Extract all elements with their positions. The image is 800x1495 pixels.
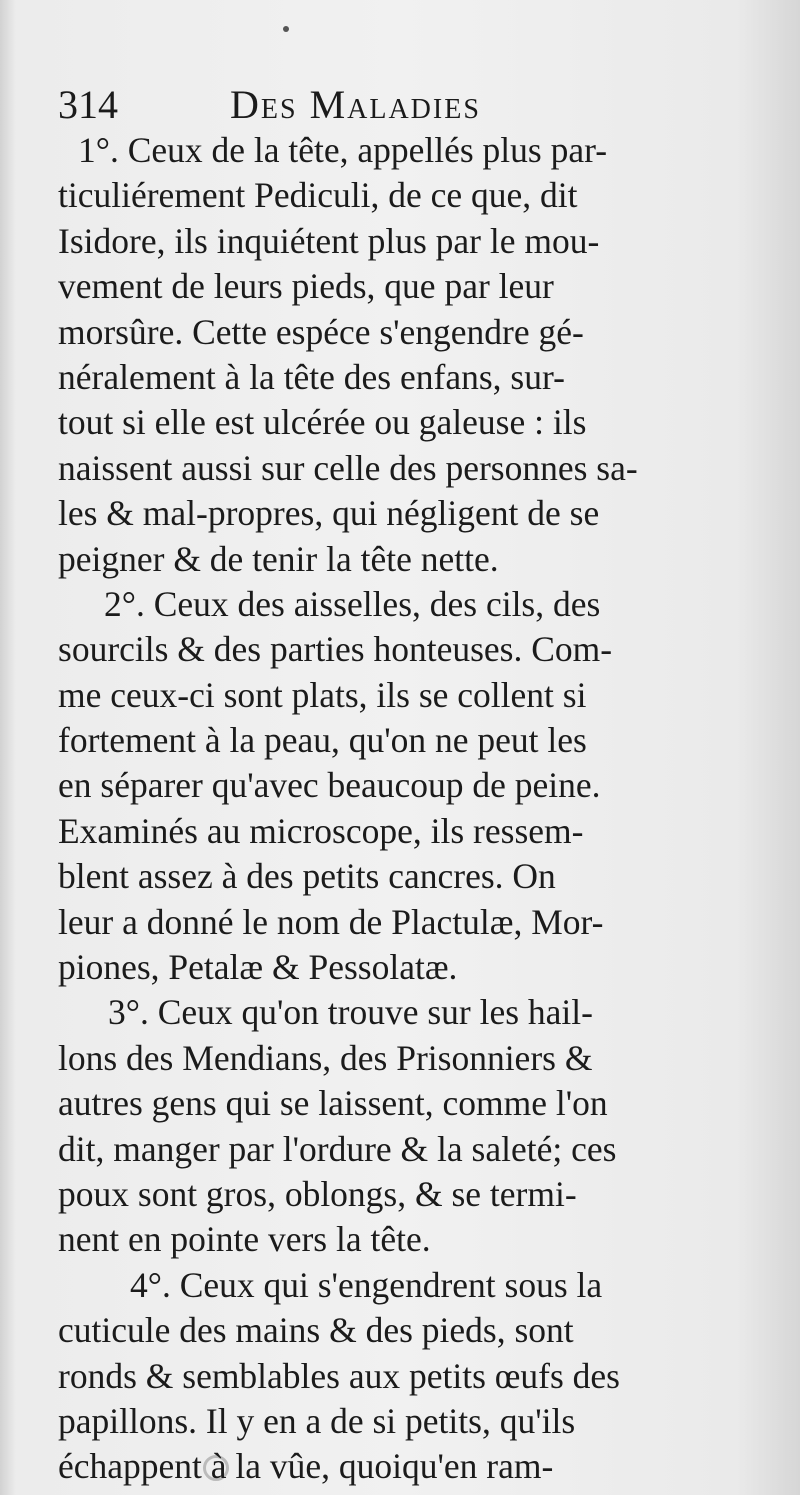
text-line: 3°. Ceux qu'on trouve sur les hail- — [108, 992, 593, 1033]
text-line: piones, Petalæ & Pessolatæ. — [58, 947, 458, 988]
text-line: néralement à la tête des enfans, sur- — [58, 356, 565, 397]
text-line: blent assez à des petits cancres. On — [58, 856, 556, 897]
text-line: tout si elle est ulcérée ou galeuse : ils — [58, 402, 587, 443]
text-line: vement de leurs pieds, que par leur — [58, 266, 554, 307]
text-line: me ceux-ci sont plats, ils se collent si — [58, 674, 587, 715]
text-line: ronds & semblables aux petits œufs des — [58, 1355, 621, 1396]
text-line: nent en pointe vers la tête. — [58, 1219, 431, 1260]
text-line: lons des Mendians, des Prisonniers & — [58, 1037, 593, 1078]
text-line: les & mal-propres, qui négligent de se — [58, 493, 600, 534]
page-number: 314 — [58, 82, 118, 127]
text-line: peigner & de tenir la tête nette. — [58, 538, 499, 579]
page-header — [58, 80, 738, 130]
text-line: échappent à la vûe, quoiqu'en ram- — [58, 1446, 554, 1487]
text-line: poux sont gros, oblongs, & se termi- — [58, 1173, 577, 1214]
text-line: leur a donné le nom de Plactulæ, Mor- — [58, 901, 604, 942]
text-line: 1°. Ceux de la tête, appellés plus par- — [78, 130, 608, 170]
text-line: dit, manger par l'ordure & la saleté; ces — [58, 1128, 617, 1169]
text-line: 4°. Ceux qui s'engendrent sous la — [130, 1264, 603, 1305]
text-line: Examinés au microscope, ils ressem- — [58, 810, 584, 851]
text-line: papillons. Il y en a de si petits, qu'ils — [58, 1400, 576, 1441]
text-line: Isidore, ils inquiétent plus par le mou- — [58, 220, 600, 261]
text-line: naissent aussi sur celle des personnes sa- — [58, 447, 638, 488]
ink-speck — [283, 26, 289, 32]
text-line: cuticule des mains & des pieds, sont — [58, 1310, 574, 1351]
text-line: morsûre. Cette espéce s'engendre gé- — [58, 311, 584, 352]
text-line: sourcils & des parties honteuses. Com- — [58, 629, 613, 670]
running-title: Des Maladies — [230, 82, 481, 127]
text-line: 2°. Ceux des aisselles, des cils, des — [104, 583, 601, 624]
text-line: ticuliérement Pediculi, de ce que, dit — [58, 175, 578, 216]
body-text — [58, 128, 738, 1490]
text-line: fortement à la peau, qu'on ne peut les — [58, 720, 587, 761]
text-line: en séparer qu'avec beaucoup de peine. — [58, 765, 601, 806]
text-line: autres gens qui se laissent, comme l'on — [58, 1083, 608, 1124]
